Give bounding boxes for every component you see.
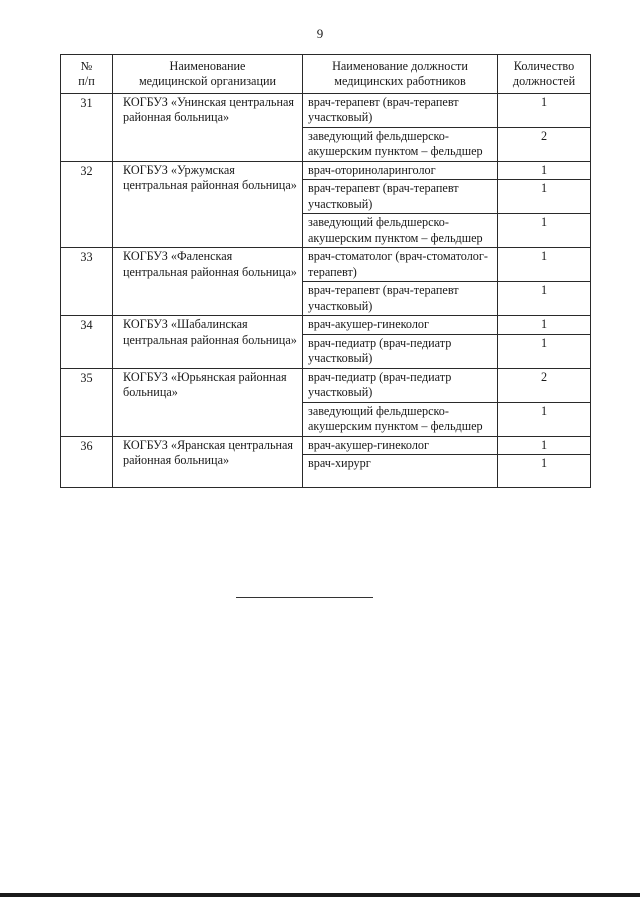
position-title: заведующий фельдшерско-акушерским пунктом – фельдшер bbox=[303, 402, 498, 436]
header-count bbox=[498, 55, 591, 94]
position-count: 1 bbox=[498, 248, 591, 282]
page-number: 9 bbox=[316, 26, 324, 41]
row-number: 33 bbox=[61, 248, 113, 316]
page-bottom-bar bbox=[0, 893, 640, 897]
position-count: 1 bbox=[498, 214, 591, 248]
table-row bbox=[61, 316, 591, 334]
header-position bbox=[303, 55, 498, 94]
organization-name: КОГБУЗ «Уржумская центральная районная больница» bbox=[113, 161, 303, 247]
position-title: врач-акушер-гинеколог bbox=[303, 436, 498, 454]
organization-name: КОГБУЗ «Фаленская центральная районная больница» bbox=[113, 248, 303, 316]
closing-divider bbox=[236, 597, 373, 598]
header-organization-line2: медицинской организации bbox=[138, 74, 277, 89]
table-row bbox=[61, 248, 591, 282]
position-title: врач-терапевт (врач-терапевт участковый) bbox=[303, 282, 498, 316]
header-organization-line1: Наименование bbox=[169, 59, 246, 73]
header-organization bbox=[113, 55, 303, 94]
position-count: 1 bbox=[498, 334, 591, 368]
position-title: врач-стоматолог (врач-стоматолог-терапевт) bbox=[303, 248, 498, 282]
position-count: 1 bbox=[498, 455, 591, 488]
staff-positions-table bbox=[60, 54, 591, 488]
table-header bbox=[61, 55, 591, 94]
organization-name: КОГБУЗ «Шабалинская центральная районная больница» bbox=[113, 316, 303, 368]
table-row bbox=[61, 368, 591, 402]
position-count: 1 bbox=[498, 316, 591, 334]
row-number: 36 bbox=[61, 436, 113, 487]
position-title: заведующий фельдшерско-акушерским пунктом – фельдшер bbox=[303, 127, 498, 161]
position-title: врач-терапевт (врач-терапевт участковый) bbox=[303, 93, 498, 127]
header-number-line2: п/п bbox=[78, 74, 95, 89]
position-count: 1 bbox=[498, 161, 591, 179]
organization-name: КОГБУЗ «Юрьянская районная больница» bbox=[113, 368, 303, 436]
header-number-line1: № bbox=[80, 59, 93, 73]
organization-name: КОГБУЗ «Яранская центральная районная больница» bbox=[113, 436, 303, 487]
position-count: 2 bbox=[498, 127, 591, 161]
table-row bbox=[61, 161, 591, 179]
position-title: врач-терапевт (врач-терапевт участковый) bbox=[303, 180, 498, 214]
position-title: врач-акушер-гинеколог bbox=[303, 316, 498, 334]
position-title: врач-педиатр (врач-педиатр участковый) bbox=[303, 334, 498, 368]
position-count: 1 bbox=[498, 436, 591, 454]
header-position-line2: медицинских работников bbox=[334, 74, 466, 89]
header-count-line2: должностей bbox=[512, 74, 576, 89]
header-count-line1: Количество bbox=[513, 59, 575, 73]
position-title: врач-педиатр (врач-педиатр участковый) bbox=[303, 368, 498, 402]
position-count: 1 bbox=[498, 282, 591, 316]
row-number: 32 bbox=[61, 161, 113, 247]
row-number: 31 bbox=[61, 93, 113, 161]
table-row bbox=[61, 436, 591, 454]
table-row bbox=[61, 93, 591, 127]
position-count: 1 bbox=[498, 180, 591, 214]
position-count: 1 bbox=[498, 402, 591, 436]
header-number bbox=[61, 55, 113, 94]
position-title: заведующий фельдшерско-акушерским пунктом – фельдшер bbox=[303, 214, 498, 248]
organization-name: КОГБУЗ «Унинская центральная районная больница» bbox=[113, 93, 303, 161]
row-number: 35 bbox=[61, 368, 113, 436]
position-count: 1 bbox=[498, 93, 591, 127]
row-number: 34 bbox=[61, 316, 113, 368]
position-title: врач-хирург bbox=[303, 455, 498, 488]
position-count: 2 bbox=[498, 368, 591, 402]
header-position-line1: Наименование должности bbox=[332, 59, 468, 73]
table-body bbox=[61, 93, 591, 487]
position-title: врач-оториноларинголог bbox=[303, 161, 498, 179]
